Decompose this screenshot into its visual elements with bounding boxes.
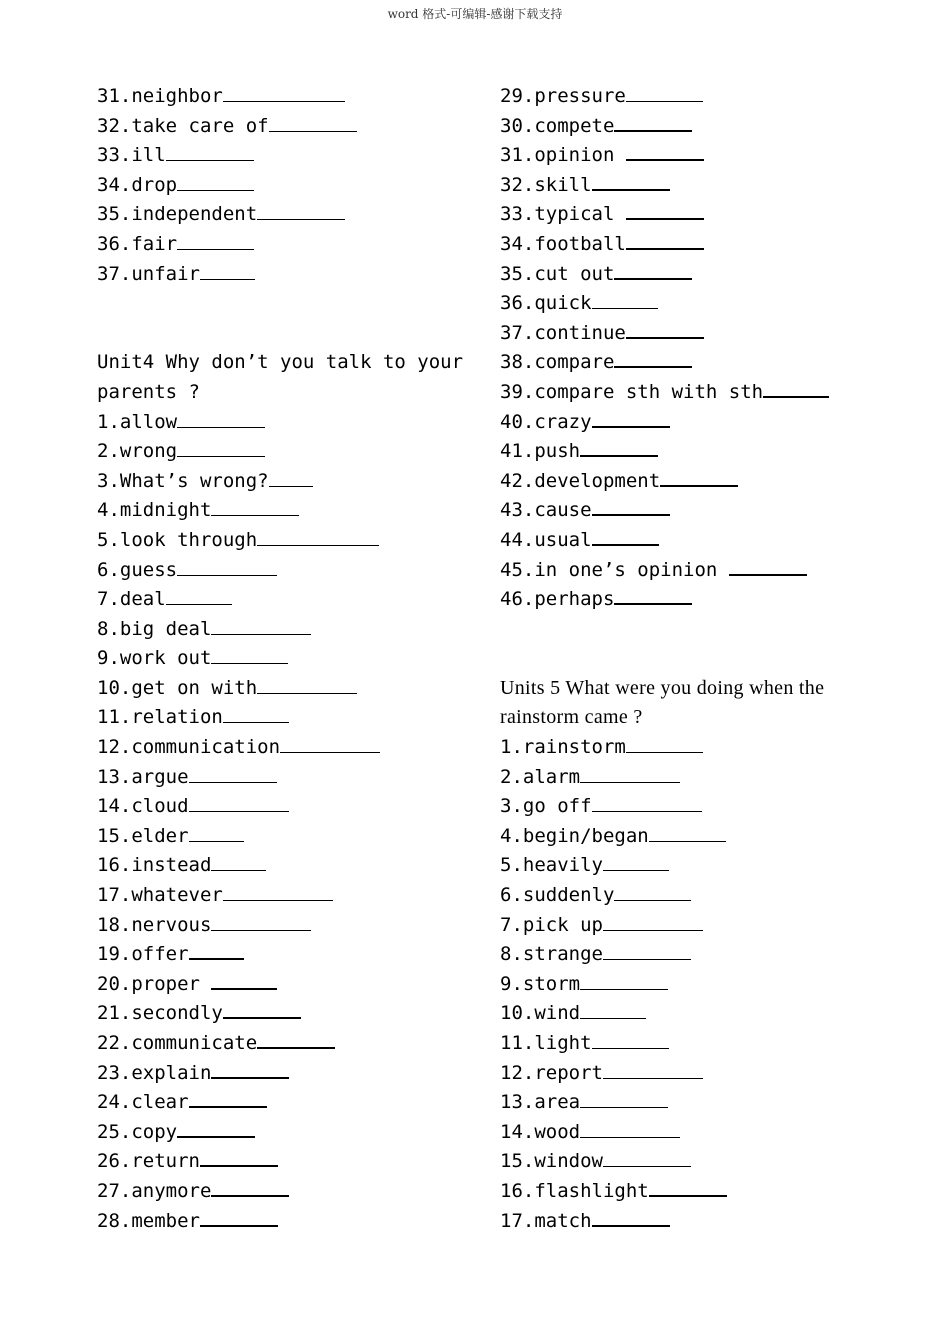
vocab-item	[97, 1177, 477, 1207]
answer-blank[interactable]	[211, 1193, 289, 1197]
answer-blank[interactable]	[614, 364, 692, 368]
answer-blank[interactable]	[626, 750, 703, 753]
answer-blank[interactable]	[592, 1223, 670, 1227]
vocab-item	[97, 585, 477, 615]
vocab-item	[500, 556, 880, 586]
vocab-item	[500, 112, 880, 142]
vocab-word: 6.suddenly	[500, 884, 615, 907]
vocab-word: 11.relation	[97, 706, 223, 729]
vocab-item	[500, 763, 880, 793]
section-spacer	[500, 615, 880, 645]
answer-blank[interactable]	[592, 512, 670, 516]
vocab-item	[500, 141, 880, 171]
vocab-item	[500, 822, 880, 852]
unit4-title	[97, 348, 477, 407]
section-spacer	[97, 289, 477, 319]
vocab-item	[500, 526, 880, 556]
vocab-item	[500, 1147, 880, 1177]
vocab-word: 26.return	[97, 1150, 200, 1173]
vocab-word: 43.cause	[500, 499, 592, 522]
vocab-word: 24.clear	[97, 1091, 189, 1114]
unit4-list	[97, 408, 477, 1237]
vocab-item	[97, 82, 477, 112]
answer-blank[interactable]	[269, 484, 313, 487]
vocab-word: 34.football	[500, 232, 626, 255]
vocab-item	[500, 378, 880, 408]
answer-blank[interactable]	[257, 691, 357, 694]
answer-blank[interactable]	[603, 1164, 691, 1167]
unit5-title-line1: Units 5 What were you doing when the	[500, 676, 825, 699]
vocab-item	[97, 1147, 477, 1177]
vocab-word: 36.fair	[97, 232, 178, 255]
answer-blank[interactable]	[223, 898, 333, 901]
vocab-item	[97, 200, 477, 230]
vocab-word: 31.opinion	[500, 144, 626, 167]
vocab-item	[97, 822, 477, 852]
vocab-word: 13.area	[500, 1091, 581, 1114]
unit5-title	[500, 674, 880, 733]
vocab-item	[97, 763, 477, 793]
vocab-item	[500, 467, 880, 497]
vocab-item	[97, 260, 477, 290]
vocab-word: 37.unfair	[97, 262, 200, 285]
vocab-item	[500, 230, 880, 260]
vocab-word: 13.argue	[97, 765, 189, 788]
vocab-word: 11.light	[500, 1032, 592, 1054]
answer-blank[interactable]	[211, 868, 266, 871]
answer-blank[interactable]	[603, 1076, 703, 1079]
vocab-word: 33.ill	[97, 144, 166, 167]
answer-blank[interactable]	[614, 276, 692, 280]
vocab-item	[97, 1029, 477, 1059]
vocab-word: 31.neighbor	[97, 85, 223, 107]
vocab-item	[97, 703, 477, 733]
vocab-word: 32.skill	[500, 173, 592, 196]
vocab-item	[500, 1118, 880, 1148]
answer-blank[interactable]	[189, 809, 289, 812]
vocab-item	[500, 289, 880, 319]
vocab-item	[500, 881, 880, 911]
vocab-word: 5.heavily	[500, 854, 603, 877]
answer-blank[interactable]	[211, 632, 311, 635]
vocab-item	[500, 1177, 880, 1207]
vocab-item	[97, 911, 477, 941]
vocab-word: 4.midnight	[97, 499, 212, 522]
answer-blank[interactable]	[729, 572, 807, 576]
vocab-item	[500, 348, 880, 378]
vocab-word: 12.report	[500, 1061, 603, 1084]
vocab-item	[500, 437, 880, 467]
vocab-word: 8.big deal	[97, 617, 212, 640]
left-column	[97, 82, 477, 1236]
answer-blank[interactable]	[177, 188, 254, 191]
vocab-word: 9.work out	[97, 647, 212, 670]
vocab-word: 9.storm	[500, 972, 581, 995]
vocab-item	[97, 496, 477, 526]
vocab-word: 30.compete	[500, 114, 615, 137]
answer-blank[interactable]	[580, 780, 680, 783]
answer-blank[interactable]	[580, 987, 668, 990]
vocab-word: 18.nervous	[97, 913, 212, 936]
answer-blank[interactable]	[257, 217, 345, 220]
answer-blank[interactable]	[626, 216, 704, 220]
right-column	[500, 82, 880, 1236]
answer-blank[interactable]	[592, 187, 670, 191]
vocab-item	[97, 1207, 477, 1237]
vocab-word: 46.perhaps	[500, 588, 615, 611]
answer-blank[interactable]	[603, 928, 703, 931]
vocab-item	[97, 1118, 477, 1148]
vocab-word: 10.get on with	[97, 676, 258, 699]
answer-blank[interactable]	[763, 394, 829, 398]
vocab-item	[97, 970, 477, 1000]
page-header: word 格式-可编辑-感谢下载支持	[387, 7, 563, 21]
vocab-word: 17.match	[500, 1209, 592, 1232]
answer-blank[interactable]	[211, 1075, 289, 1079]
vocab-word: 38.compare	[500, 351, 615, 374]
vocab-word: 33.typical	[500, 203, 626, 226]
left-top-list	[97, 82, 477, 289]
vocab-word: 28.member	[97, 1209, 200, 1232]
vocab-word: 23.explain	[97, 1061, 212, 1084]
vocab-word: 36.quick	[500, 292, 592, 315]
vocab-word: 37.continue	[500, 321, 626, 344]
vocab-word: 20.proper	[97, 972, 212, 995]
answer-blank[interactable]	[580, 453, 658, 457]
vocab-word: 14.wood	[500, 1120, 581, 1143]
answer-blank[interactable]	[592, 542, 659, 546]
answer-blank[interactable]	[280, 750, 380, 753]
answer-blank[interactable]	[626, 335, 704, 339]
vocab-word: 3.go off	[500, 795, 592, 818]
vocab-item	[500, 940, 880, 970]
vocab-item	[500, 1207, 880, 1237]
answer-blank[interactable]	[211, 928, 311, 931]
vocab-word: 3.What’s wrong?	[97, 469, 269, 492]
vocab-word: 2.alarm	[500, 765, 581, 788]
vocab-item	[97, 230, 477, 260]
vocab-word: 12.communication	[97, 736, 281, 759]
answer-blank[interactable]	[223, 720, 289, 723]
vocab-item	[500, 733, 880, 763]
vocab-item	[97, 940, 477, 970]
vocab-word: 34.drop	[97, 173, 178, 196]
vocab-item	[97, 437, 477, 467]
unit4-title-line1: Unit4 Why don’t you talk to your	[97, 351, 464, 374]
vocab-item	[97, 112, 477, 142]
vocab-word: 25.copy	[97, 1120, 178, 1143]
vocab-word: 41.push	[500, 440, 581, 463]
vocab-word: 14.cloud	[97, 795, 189, 818]
answer-blank[interactable]	[269, 129, 357, 132]
vocab-item	[97, 141, 477, 171]
vocab-item	[97, 408, 477, 438]
vocab-item	[500, 200, 880, 230]
vocab-item	[500, 496, 880, 526]
unit5-list	[500, 733, 880, 1236]
answer-blank[interactable]	[257, 1045, 335, 1049]
vocab-item	[97, 1088, 477, 1118]
answer-blank[interactable]	[603, 957, 691, 960]
vocab-word: 22.communicate	[97, 1032, 258, 1054]
vocab-word: 16.instead	[97, 854, 212, 877]
vocab-word: 21.secondly	[97, 1002, 223, 1025]
answer-blank[interactable]	[580, 1016, 646, 1019]
answer-blank[interactable]	[166, 158, 254, 161]
vocab-word: 8.strange	[500, 943, 603, 966]
vocab-word: 1.rainstorm	[500, 736, 626, 759]
answer-blank[interactable]	[189, 956, 244, 960]
answer-blank[interactable]	[166, 602, 232, 605]
vocab-word: 29.pressure	[500, 85, 626, 107]
vocab-word: 39.compare sth with sth	[500, 380, 764, 403]
vocab-word: 6.guess	[97, 558, 178, 581]
answer-blank[interactable]	[580, 1105, 668, 1108]
vocab-item	[500, 999, 880, 1029]
vocab-item	[500, 319, 880, 349]
answer-blank[interactable]	[211, 513, 299, 516]
vocab-item	[97, 851, 477, 881]
vocab-item	[97, 1059, 477, 1089]
vocab-item	[500, 970, 880, 1000]
vocab-word: 35.cut out	[500, 262, 615, 285]
vocab-word: 4.begin/began	[500, 824, 649, 847]
section-spacer	[500, 644, 880, 674]
vocab-word: 1.allow	[97, 410, 178, 433]
vocab-item	[97, 171, 477, 201]
vocab-item	[500, 1029, 880, 1059]
vocab-item	[500, 585, 880, 615]
vocab-item	[97, 526, 477, 556]
vocab-word: 45.in one’s opinion	[500, 558, 729, 581]
vocab-item	[500, 851, 880, 881]
vocab-item	[500, 171, 880, 201]
answer-blank[interactable]	[177, 1134, 255, 1138]
vocab-item	[500, 82, 880, 112]
vocab-item	[500, 792, 880, 822]
vocab-item	[500, 260, 880, 290]
answer-blank[interactable]	[211, 986, 277, 990]
answer-blank[interactable]	[189, 780, 277, 783]
answer-blank[interactable]	[177, 454, 265, 457]
vocab-word: 44.usual	[500, 528, 592, 551]
right-top-list	[500, 82, 880, 615]
answer-blank[interactable]	[189, 1104, 267, 1108]
answer-blank[interactable]	[580, 1135, 680, 1138]
answer-blank[interactable]	[200, 1223, 278, 1227]
vocab-word: 5.look through	[97, 528, 258, 551]
vocab-item	[97, 674, 477, 704]
answer-blank[interactable]	[626, 99, 703, 102]
answer-blank[interactable]	[592, 1046, 669, 1049]
answer-blank[interactable]	[614, 128, 692, 132]
vocab-word: 2.wrong	[97, 440, 178, 463]
answer-blank[interactable]	[603, 868, 669, 871]
answer-blank[interactable]	[592, 809, 702, 812]
vocab-word: 40.crazy	[500, 410, 592, 433]
answer-blank[interactable]	[177, 425, 265, 428]
vocab-item	[500, 911, 880, 941]
section-spacer	[97, 319, 477, 349]
vocab-item	[97, 615, 477, 645]
vocab-item	[97, 467, 477, 497]
answer-blank[interactable]	[660, 483, 738, 487]
answer-blank[interactable]	[626, 246, 704, 250]
vocab-word: 35.independent	[97, 203, 258, 226]
answer-blank[interactable]	[189, 839, 244, 842]
vocab-word: 19.offer	[97, 943, 189, 966]
answer-blank[interactable]	[177, 573, 277, 576]
answer-blank[interactable]	[614, 898, 691, 901]
answer-blank[interactable]	[177, 247, 254, 250]
unit4-title-line2: parents ?	[97, 380, 200, 403]
vocab-word: 17.whatever	[97, 884, 223, 907]
answer-blank[interactable]	[626, 157, 704, 161]
vocab-word: 10.wind	[500, 1002, 581, 1025]
vocab-word: 16.flashlight	[500, 1179, 649, 1202]
answer-blank[interactable]	[649, 1193, 727, 1197]
answer-blank[interactable]	[211, 661, 288, 664]
answer-blank[interactable]	[223, 99, 345, 102]
vocab-item	[97, 999, 477, 1029]
answer-blank[interactable]	[649, 839, 726, 842]
vocab-item	[97, 556, 477, 586]
vocab-item	[97, 644, 477, 674]
answer-blank[interactable]	[614, 601, 692, 605]
vocab-word: 15.elder	[97, 824, 189, 847]
unit5-title-line2: rainstorm came ?	[500, 706, 643, 729]
vocab-item	[97, 792, 477, 822]
answer-blank[interactable]	[200, 277, 255, 280]
vocab-item	[97, 881, 477, 911]
vocab-word: 42.development	[500, 469, 661, 492]
vocab-word: 7.pick up	[500, 913, 603, 936]
answer-blank[interactable]	[257, 543, 379, 546]
answer-blank[interactable]	[223, 1015, 301, 1019]
answer-blank[interactable]	[592, 424, 670, 428]
vocab-item	[500, 1059, 880, 1089]
vocab-word: 27.anymore	[97, 1179, 212, 1202]
vocab-word: 7.deal	[97, 588, 166, 611]
vocab-item	[97, 733, 477, 763]
vocab-item	[500, 408, 880, 438]
vocab-item	[500, 1088, 880, 1118]
vocab-word: 32.take care of	[97, 114, 269, 137]
vocab-word: 15.window	[500, 1150, 603, 1173]
answer-blank[interactable]	[592, 306, 658, 309]
answer-blank[interactable]	[200, 1163, 278, 1167]
